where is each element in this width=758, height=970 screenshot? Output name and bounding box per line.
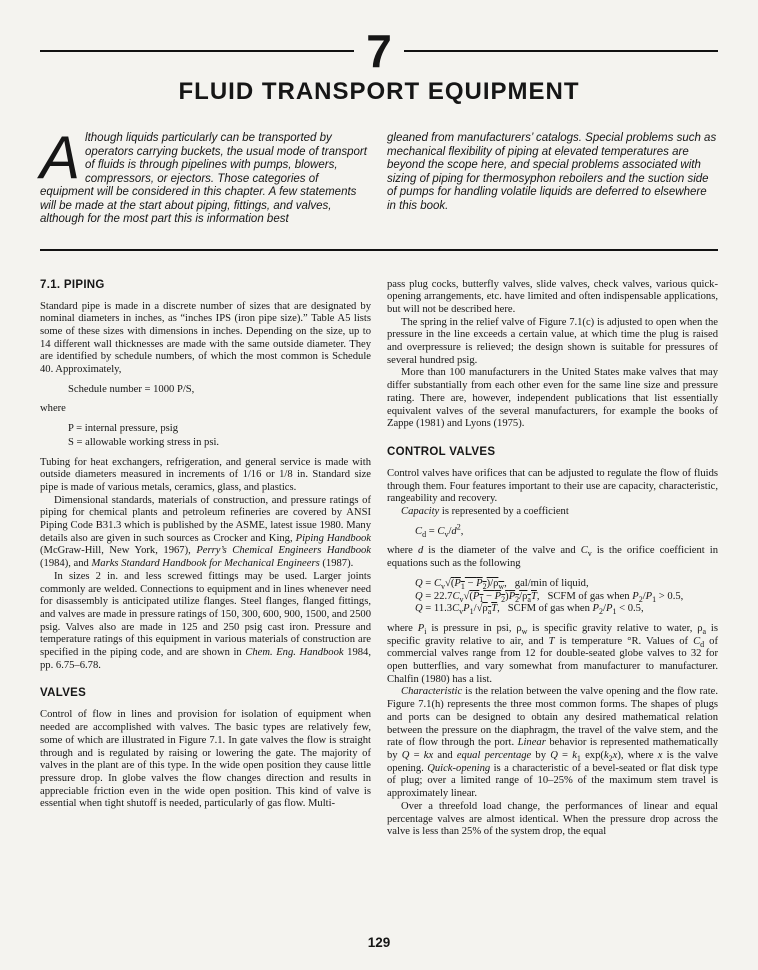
relief-valve-paragraph: The spring in the relief valve of Figure 7.1(c) is adjusted to open when the pressure in the line exceeds a certain value, at which time the plug is raised and overpressure is relieved; the design shown is suitable for pressures of several hundred psig. [387, 316, 718, 366]
valves-continuation-paragraph: pass plug cocks, butterfly valves, slide valves, check valves, various quick-opening arrangements, etc. have limited and often indispensable applications, but will not be described here. [387, 278, 718, 315]
valves-paragraph-1: Control of flow in lines and provision for isolation of equipment when needed are accomplished with valves. The basic types are relatively few, some of which are illustrated in Figure 7.1. In gate valves the flow is straight through and is regulated by raising or lowering the gate. The majority of valves in the plant are of this type. In the wide open position they cause little pressure drop. In globe valves the flow changes direction and results in appreciable friction even in the wide open position. This kind of valve is essential when tight shutoff is needed, particularly of gas flow. Multi- [40, 709, 371, 810]
intro-paragraph-left [40, 124, 371, 227]
chapter-rule-row [40, 25, 718, 77]
divider-rule [40, 249, 718, 251]
characteristic-paragraph: Characteristic is the relation between the valve opening and the flow rate. Figure 7.1(h) represents the three most common forms. The shapes of plugs and ports can be designed to obtain any desired mathematical relation between the pressure on the diaphragm, the travel of the valve stem, and the rate of flow through the port. Linear behavior is represented mathematically by Q = kx and equal percentage by $Q = k_1$ $\exp(k_2x)$, where x is the valve opening. Quick-opening is a characteristic of a bevel-seated or flat disk type of plug; over a limited range of 10–25% of the maximum stem travel is approximately linear. [387, 686, 719, 800]
left-column [40, 279, 371, 839]
body-columns [40, 279, 718, 839]
chapter-intro [40, 124, 718, 227]
right-column [387, 279, 718, 839]
chapter-number: 7 [366, 25, 392, 77]
load-change-paragraph: Over a threefold load change, the performances of linear and equal percentage valves are almost identical. When the pressure drop across the valve is less than 25% of the system drop, the equal [387, 800, 718, 838]
equation-variables-paragraph: where $P_i$ is pressure in psi, $\rho_w$ is specific gravity relative to water, $\rho_a$ is specific gravity relative to air, and T is temperature °R. Values of $C_d$ of commercial valves range from 12 for double-seated globe valves to 32 for open butterflies, and vary somewhat from manufacturer to manufacturer. Chalfin (1980) has a list. [387, 622, 719, 685]
intro-left-text: lthough liquids particularly can be transported by operators carrying buckets, the usual mode of transport of fluids is through pipelines with pumps, blowers, compressors, or ejectors. Those categories of equipment will be considered in this chapter. A few statements will be made at the start about piping, fittings, and valves, although for the most part this is information best [40, 132, 367, 225]
manufacturers-paragraph: More than 100 manufacturers in the United States make valves that may differ substantially from each other even for the same line size and pressure rating. There are, however, independent publications that list essentially equivalent valves of the several manufacturers, for example the books of Zappe (1981) and Lyons (1975). [387, 367, 718, 430]
subsection-heading-valves: VALVES [40, 687, 87, 700]
piping-paragraph-2: Tubing for heat exchangers, refrigeration, and general service is made with outside diameters measured in increments of 1/16 or 1/8 in. Standard size pipe is made of various metals, ceramics, glass, and plastics. [40, 456, 371, 493]
definition-working-stress: S = allowable working stress in psi. [68, 436, 220, 448]
intro-paragraph-right: gleaned from manufacturers’ catalogs. Special problems such as mechanical flexibility of piping at elevated temperatures are beyond the scope here, and special problems associated with sizing of piping for thermosyphon reboilers and the suction side of pumps for handling volatile liquids are deferred to elsewhere in this book. [387, 132, 717, 212]
piping-paragraph-4: In sizes 2 in. and less screwed fittings may be used. Larger joints commonly are welded. Connections to equipment and in lines whenever need for disassembly is anticipated utilize flanges. Steel flanges, flanged fittings, and valves are made in pressure ratings of 150, 300, 600, 900, 1500, and 2500 psig. Valves also are made in 125 and 250 psig cast iron. Pressure and temperature ratings of this equipment in various materials of construction are specified in the piping code, and are shown in Chem. Eng. Handbook 1984, pp. 6.75–6.78. [40, 570, 372, 671]
section-heading-piping: 7.1. PIPING [40, 278, 105, 291]
flow-equation-gas-low-ratio: $Q = 11.3C_vP_1/√\rho_aT$, SCFM of gas when $P_2/P_1 < 0.5$, [415, 603, 644, 617]
control-valves-paragraph-1: Control valves have orifices that can be adjusted to regulate the flow of fluids through them. Four features important to their use are capacity, characteristic, rangeability and recovery. [387, 467, 718, 505]
schedule-number-equation: Schedule number = 1000 P/S, [68, 383, 195, 395]
variable-definitions [68, 423, 371, 449]
piping-paragraph-1: Standard pipe is made in a discrete number of sizes that are designated by nominal diameters in inches, as “inches IPS (iron pipe size).” Table A5 lists some of these sizes with dimensions in inches. Depending on the size, up to 14 different wall thicknesses are made with the same outside diameter. They are identified by schedule numbers, of which the most common is Schedule 40. Approximately, [40, 300, 371, 376]
subsection-heading-control-valves: CONTROL VALVES [387, 445, 496, 458]
definition-internal-pressure: P = internal pressure, psig [68, 423, 179, 435]
chapter-title: FLUID TRANSPORT EQUIPMENT [178, 78, 580, 105]
flow-equation-liquid: $Q = C_v√(P_1 - P_2)/\rho_w$, gal/min of liquid, [415, 577, 589, 591]
page-number: 129 [367, 935, 391, 950]
capacity-lead-in: Capacity is represented by a coefficient [401, 506, 569, 518]
flow-equation-gas-high-ratio: $Q = 22.7C_v√(P_1 - P_2)P_2/\rho_aT$, SCFM of gas when $P_2/P_1 > 0.5$, [415, 590, 684, 604]
where-label: where [40, 403, 66, 415]
header-rule-left [40, 50, 354, 52]
orifice-coefficient-paragraph: where d is the diameter of the valve and $C_v$ is the orifice coefficient in equations such as the following [387, 545, 718, 570]
flow-equations [415, 578, 718, 616]
drop-cap: A [40, 124, 81, 191]
header-rule-right [404, 50, 718, 52]
cd-coefficient-equation: $C_d = C_v/d^2$, [415, 522, 464, 539]
chapter-header [40, 25, 718, 106]
piping-paragraph-3: Dimensional standards, materials of construction, and pressure ratings of piping for chemical plants and petroleum refineries are covered by ANSI Piping Code B31.3 which is published by the ASME, latest issue 1980. Many details also are given in such sources as Crocker and King, Piping Handbook (McGraw-Hill, New York, 1967), Perry’s Chemical Engineers Handbook (1984), and Marks Standard Handbook for Mechanical Engineers (1987). [40, 494, 372, 570]
